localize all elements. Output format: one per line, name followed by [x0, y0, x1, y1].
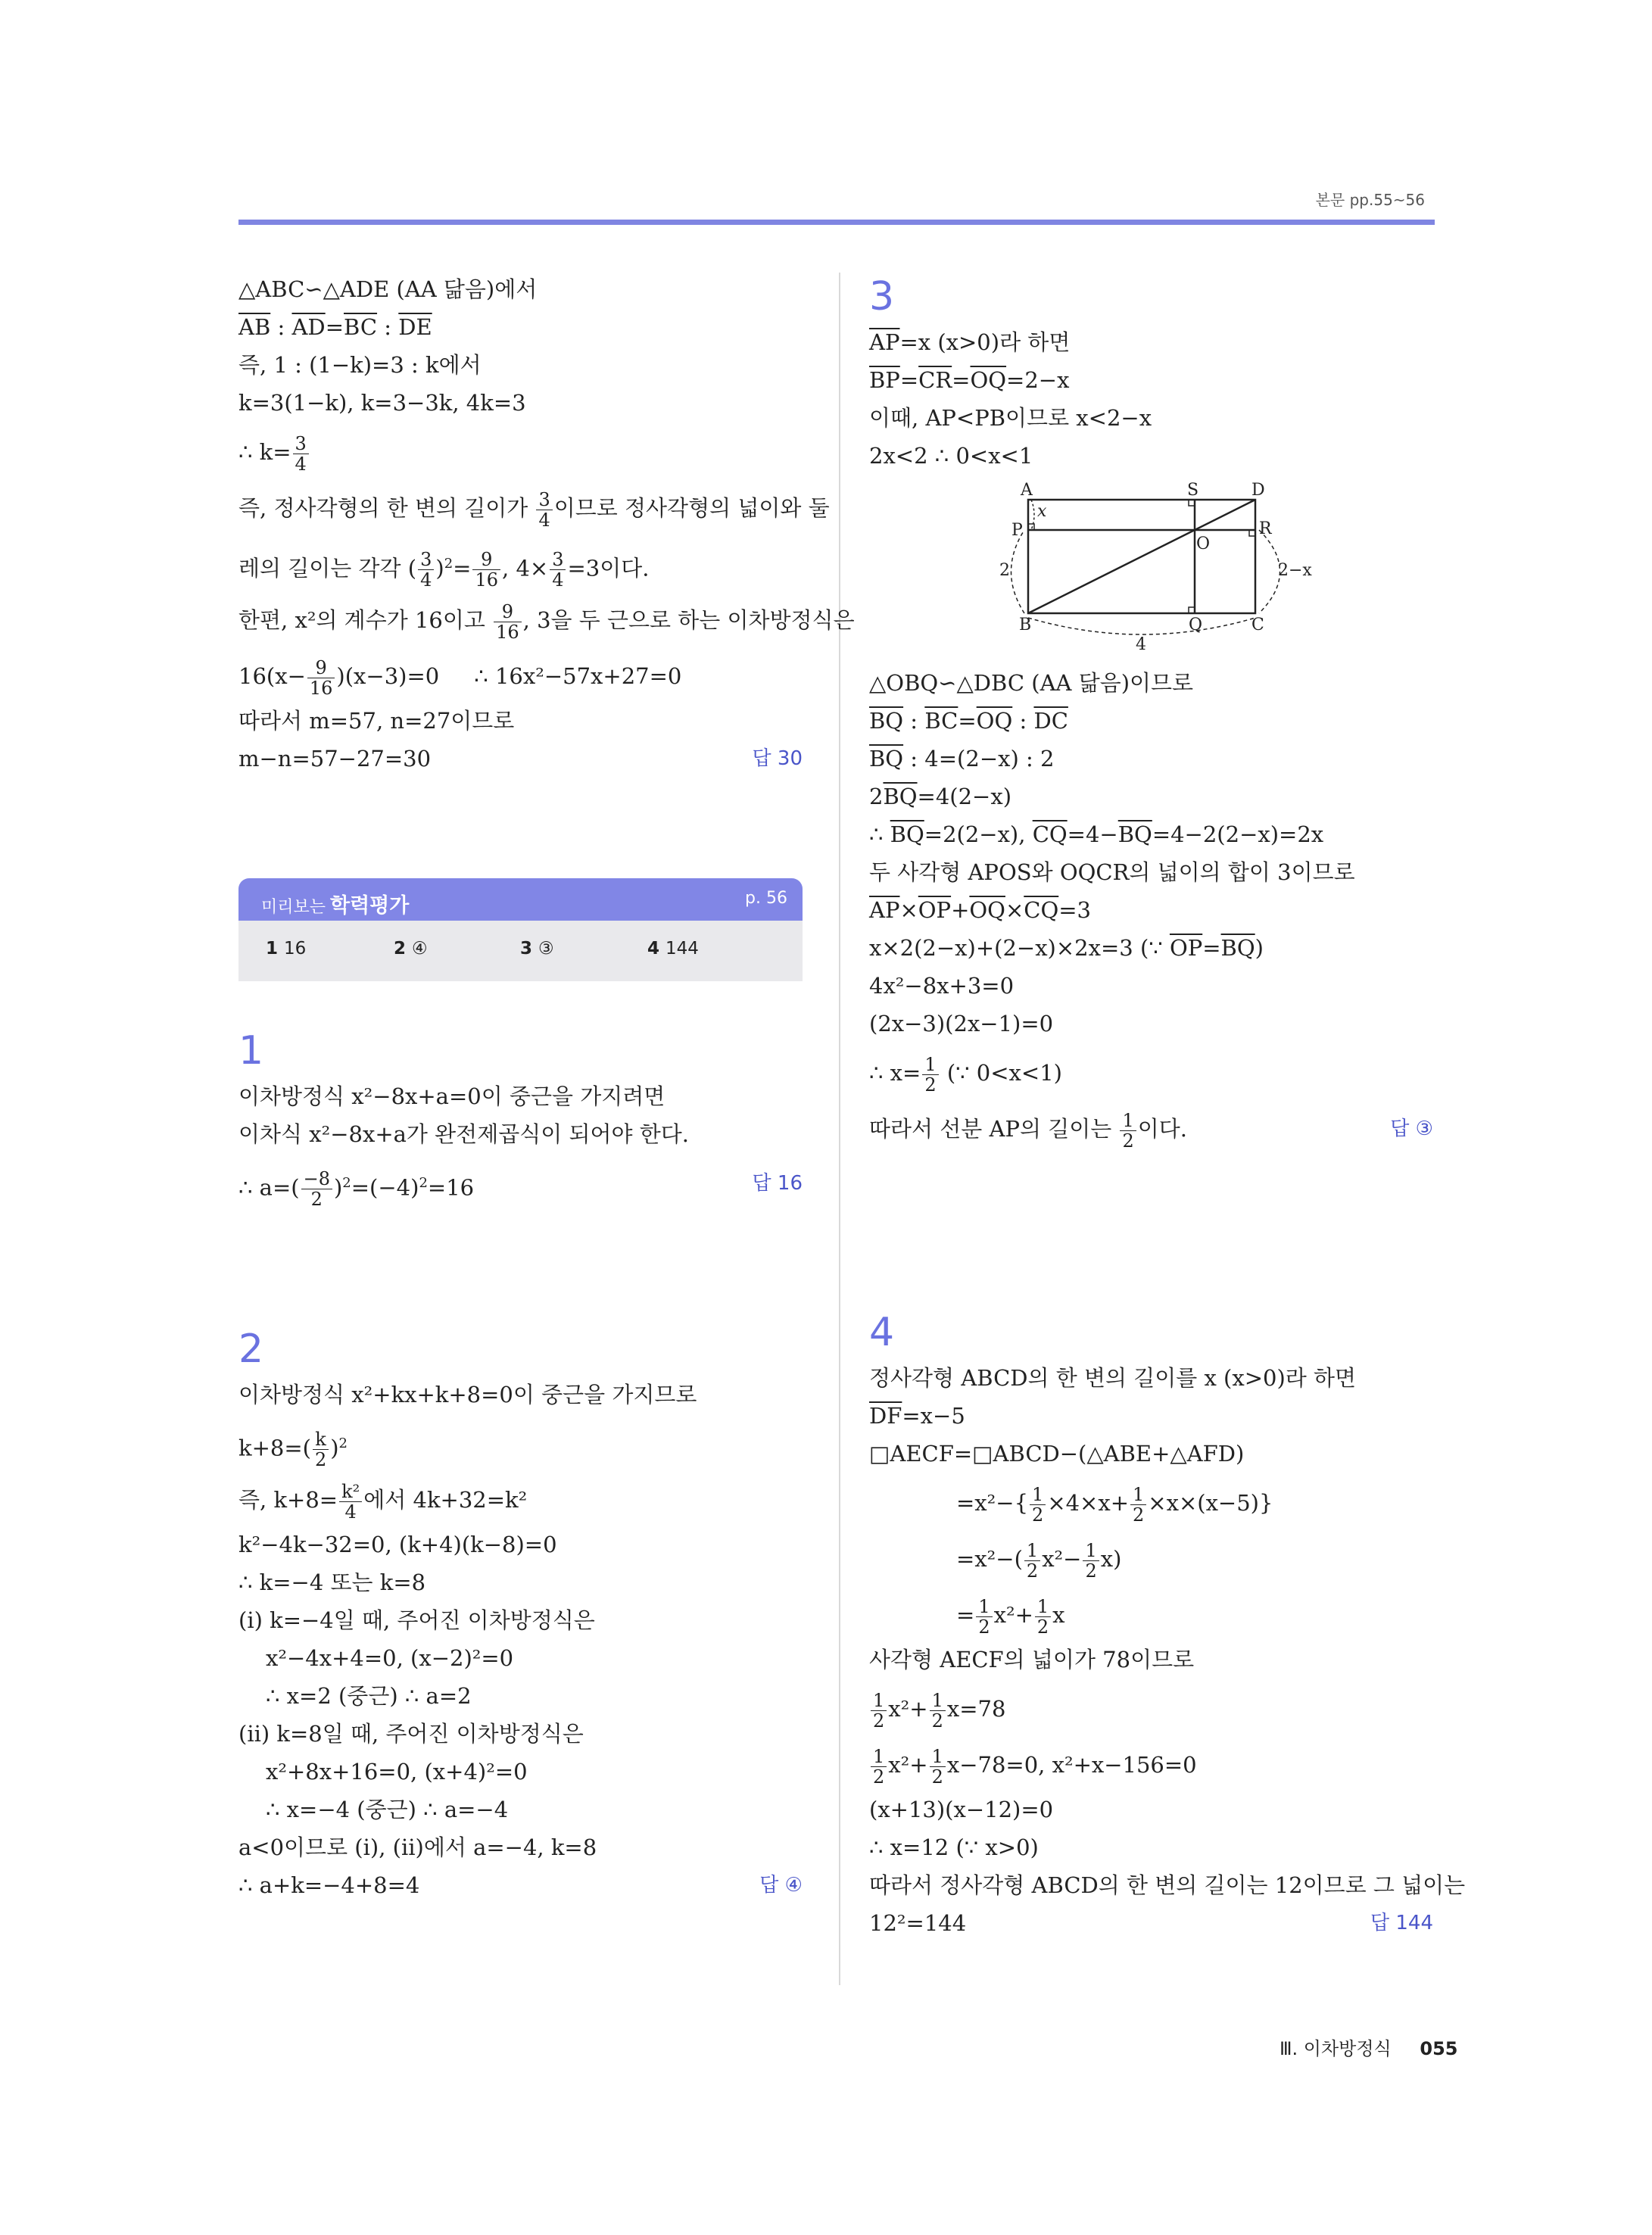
- right-column: [869, 273, 1466, 1944]
- text-line: (ⅱ) k=8일 때, 주어진 이차방정식은: [238, 1721, 584, 1747]
- text-line: 사각형 AECF의 넓이가 78이므로: [869, 1647, 1195, 1672]
- text-line: $\overline{BP}=\overline{CR}=\overline{OQ}=2-x$: [869, 367, 1070, 393]
- text-line: 한편, x²의 계수가 16이고 $\frac{9}{16}$ , 3을 두 근으로 하는 이차방정식은: [238, 600, 855, 643]
- answer-label: 답 30: [752, 747, 803, 770]
- text-line: 16(x− $\frac{9}{16}$ )(x−3)=0 ∴ 16x²−57x+27=0: [238, 656, 682, 699]
- figure-label: O: [1196, 535, 1211, 553]
- text-line: ∴ k= $\frac{3}{4}$: [238, 424, 803, 480]
- text-line: $\overline{AB}$ : $\overline{AD}=\overline{BC}$ : $\overline{DE}$: [238, 314, 432, 340]
- problem-number: 1: [238, 1028, 264, 1074]
- problem-number: 2: [238, 1326, 264, 1372]
- text-line: m−n=57−27=30 답 30: [238, 742, 803, 780]
- column-divider: [839, 273, 840, 1985]
- answer-label: 답 144: [1370, 1912, 1433, 1934]
- text-line: △ABC∽△ADE (AA 닮음)에서: [238, 276, 538, 302]
- text-line: 두 사각형 APOS와 OQCR의 넓이의 합이 3이므로: [869, 859, 1355, 885]
- text-line: k=3(1−k), k=3−3k, 4k=3: [238, 390, 526, 416]
- preview-box: [238, 878, 803, 981]
- page-number: 055: [1420, 2038, 1458, 2059]
- text-line: 레의 길이는 각각 ( $\frac{3}{4}$ )$^2$= $\frac{9}{16}$ , 4× $\frac{3}{4}$ =3이다.: [238, 549, 650, 591]
- text-line: $\overline{AP}\times\overline{OP}+\overline{OQ}\times\overline{CQ}=3$: [869, 897, 1091, 923]
- text-line: 즉, 1 : (1−k)=3 : k에서: [238, 352, 482, 378]
- preview-box-page: p. 56: [745, 889, 787, 908]
- figure-label: D: [1251, 481, 1265, 500]
- header-rule: [238, 220, 1435, 225]
- text-line: k+8=( $\frac{k}{2}$ )$^2$: [238, 1429, 348, 1471]
- text-line: =x²−{ $\frac{1}{2}$ ×4×x+ $\frac{1}{2}$ ×x×(x−5)}: [956, 1483, 1273, 1526]
- answer-item: 2 ④: [394, 939, 428, 959]
- text-line: 2x<2 ∴ 0<x<1: [869, 443, 1033, 469]
- text-line: $2\overline{BQ}=4(2-x)$: [869, 784, 1012, 809]
- text-line: 따라서 m=57, n=27이므로: [238, 708, 515, 734]
- figure-label: x: [1037, 502, 1047, 521]
- text-line: (x+13)(x−12)=0: [869, 1797, 1054, 1822]
- text-line: ∴ x=2 (중근) ∴ a=2: [266, 1683, 472, 1709]
- answer-label: 답 ③: [1390, 1118, 1433, 1140]
- text-line: =x²−( $\frac{1}{2}$ x²− $\frac{1}{2}$ x): [956, 1539, 1122, 1582]
- answer-label: 답 16: [752, 1172, 803, 1195]
- text-line: 따라서 정사각형 ABCD의 한 변의 길이는 12이므로 그 넓이는: [869, 1872, 1466, 1898]
- text-line: ∴ a+k=−4+8=4 답 ④: [238, 1869, 803, 1906]
- text-line: a<0이므로 (ⅰ), (ⅱ)에서 a=−4, k=8: [238, 1834, 597, 1860]
- text-line: △OBQ∽△DBC (AA 닮음)이므로: [869, 670, 1194, 696]
- problem-number: 3: [869, 274, 895, 320]
- text-line: 즉, 정사각형의 한 변의 길이가 $\frac{3}{4}$ 이므로 정사각형의 넓이와 둘: [238, 488, 830, 531]
- text-line: 이때, AP<PB이므로 x<2−x: [869, 405, 1152, 431]
- text-line: x×2(2−x)+(2−x)×2x=3 (∵ $\overline{OP}=\overline{BQ}$): [869, 935, 1264, 961]
- text-line: x²+8x+16=0, (x+4)²=0: [266, 1759, 528, 1785]
- text-line: $\overline{DF}=x-5$: [869, 1403, 965, 1429]
- rectangle-figure: [869, 477, 1433, 666]
- text-line: $\overline{BQ}$ : $\overline{BC}=\overline{OQ}$ : $\overline{DC}$: [869, 708, 1068, 734]
- page-footer: [1280, 2034, 1457, 2060]
- text-line: (ⅰ) k=−4일 때, 주어진 이차방정식은: [238, 1607, 595, 1633]
- figure-label: 4: [1136, 635, 1146, 654]
- text-line: ∴ $\overline{BQ}=2(2-x)$, $\overline{CQ}=4-\overline{BQ}=4-2(2-x)=2x$: [869, 821, 1324, 847]
- figure-label: Q: [1189, 616, 1203, 634]
- text-line: $\overline{AP}=x$ (x>0)라 하면: [869, 329, 1071, 355]
- text-line: $\frac{1}{2}$ x²+ $\frac{1}{2}$ x=78: [869, 1681, 1433, 1737]
- figure-label: P: [1011, 521, 1023, 540]
- text-line: ∴ x=−4 (중근) ∴ a=−4: [266, 1797, 509, 1822]
- text-line: ∴ a=( $\frac{-8}{2}$ )$^2=(-4)^2=16$ 답 16: [238, 1155, 803, 1211]
- chapter-title: Ⅲ. 이차방정식: [1280, 2038, 1392, 2059]
- preview-box-header: 미리보는 학력평가 p. 56: [238, 878, 803, 921]
- problem-number: 4: [869, 1310, 895, 1355]
- text-line: ∴ x= $\frac{1}{2}$ (∵ 0<x<1): [869, 1053, 1062, 1096]
- text-line: x²−4x+4=0, (x−2)²=0: [266, 1645, 514, 1671]
- text-line: 이차방정식 x²−8x+a=0이 중근을 가지려면: [238, 1083, 665, 1109]
- answer-label: 답 ④: [759, 1874, 803, 1897]
- text-line: (2x−3)(2x−1)=0: [869, 1011, 1054, 1036]
- text-line: $\overline{BQ}$ : 4=(2−x) : 2: [869, 746, 1055, 771]
- left-column: [238, 273, 855, 1906]
- figure-label: C: [1251, 616, 1264, 634]
- answer-item: 4 144: [647, 939, 699, 959]
- text-line: $\frac{1}{2}$ x²+ $\frac{1}{2}$ x−78=0, x²+x−156=0: [869, 1737, 1433, 1793]
- figure-label: B: [1019, 616, 1032, 634]
- text-line: ∴ x=12 (∵ x>0): [869, 1834, 1039, 1860]
- preview-box-answers: [238, 921, 803, 981]
- answer-item: 3 ③: [520, 939, 554, 959]
- figure-label: A: [1021, 481, 1033, 500]
- text-line: 이차방정식 x²+kx+k+8=0이 중근을 가지므로: [238, 1382, 697, 1407]
- figure-label: 2−x: [1278, 561, 1312, 580]
- text-line: 즉, k+8= $\frac{\text{k²}}{4}$ 에서 4k+32=k²: [238, 1480, 528, 1523]
- text-line: 이차식 x²−8x+a가 완전제곱식이 되어야 한다.: [238, 1121, 689, 1147]
- text-line: 정사각형 ABCD의 한 변의 길이를 x (x>0)라 하면: [869, 1365, 1357, 1391]
- answer-item: 1 16: [266, 939, 307, 959]
- text-line: 따라서 선분 AP의 길이는 $\frac{1}{2}$ 이다. 답 ③: [869, 1101, 1433, 1157]
- text-line: ∴ k=−4 또는 k=8: [238, 1569, 426, 1595]
- text-line: □AECF=□ABCD−(△ABE+△AFD): [869, 1441, 1245, 1467]
- figure-label: R: [1259, 519, 1272, 538]
- text-line: k²−4k−32=0, (k+4)(k−8)=0: [238, 1532, 557, 1557]
- text-line: 12²=144 답 144: [869, 1906, 1433, 1944]
- figure-label: 2: [999, 561, 1010, 580]
- page-reference: 본문 pp.55~56: [1315, 191, 1425, 209]
- text-line: = $\frac{1}{2}$ x²+ $\frac{1}{2}$ x: [956, 1595, 1065, 1638]
- figure-label: S: [1187, 481, 1199, 500]
- text-line: 4x²−8x+3=0: [869, 973, 1015, 999]
